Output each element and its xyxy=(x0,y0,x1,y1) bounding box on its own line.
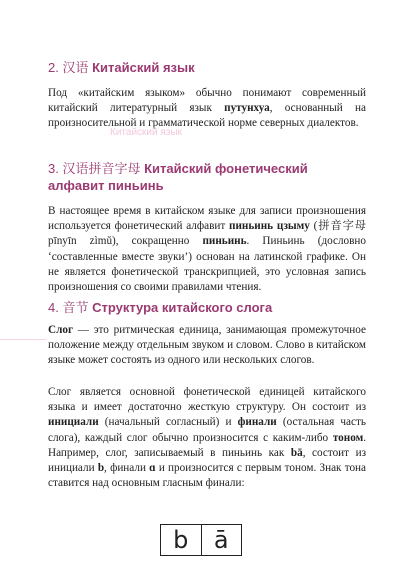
section-4-paragraph-1 xyxy=(48,323,366,369)
faded-watermark-text: Китайский язык xyxy=(110,127,182,138)
section-2-number: 2. xyxy=(48,60,59,75)
section-4-chinese: 音节 xyxy=(62,300,89,315)
bold-term: Слог xyxy=(48,324,74,336)
section-4-number: 4. xyxy=(48,300,59,315)
text-run: В настоящее время в китайском языке для записи произношения используется фонетический алфавит xyxy=(48,205,366,233)
bold-term: ɑ xyxy=(149,462,156,475)
text-run: , основанный на произносительной и грамматической норме северных диалектов. xyxy=(48,102,366,130)
bold-term: путунхуа xyxy=(224,102,270,115)
section-2-heading xyxy=(48,59,366,76)
bold-term: b xyxy=(97,462,105,475)
text-run: (остальная часть слога), каждый слог обычно произносится с каким-либо xyxy=(48,416,366,444)
text-run: . Например, слог, записываемый в пиньинь как xyxy=(48,431,366,459)
bold-term: инициали xyxy=(48,416,99,429)
section-4-paragraph-2 xyxy=(48,385,366,491)
text-run: . Пиньинь (дословно ‘составленные вместе звуки’) основан на латинской графике. Он не является фонетической транскрипцией, это условная запись произношения со своими правилами чтения. xyxy=(48,235,367,294)
section-3-heading xyxy=(48,160,366,194)
section-3-paragraph xyxy=(48,204,366,295)
section-3-title: Китайский фонетический алфавит пиньинь xyxy=(48,161,308,193)
bold-term: bā xyxy=(290,446,303,459)
bold-term: финали xyxy=(237,416,277,429)
syllable-initial-cell: b xyxy=(173,526,189,554)
section-2-title: Китайский язык xyxy=(92,60,195,75)
section-4-heading xyxy=(48,299,366,316)
bold-term: пиньинь xyxy=(202,235,247,248)
text-run: Слог является основной фонетической единицей китайского языка и имеет достаточно жесткую структуру. Он состоит из xyxy=(48,386,366,414)
text-run: — это ритмическая единица, занимающая промежуточное положение между отдельным звуком и словом. Слово в китайском языке может состоять из одного или нескольких слогов. xyxy=(48,324,366,367)
faded-decoration-line xyxy=(0,339,46,340)
text-run: , состоит из инициали xyxy=(48,446,366,475)
text-run: и произносится с первым тоном. Знак тона ставится над основным гласным финали: xyxy=(48,462,366,490)
bold-term: тоном xyxy=(332,431,364,444)
text-run: (начальный согласный) и xyxy=(98,416,238,429)
text-run: , финали xyxy=(104,462,150,475)
syllable-final-cell: ā xyxy=(201,525,242,555)
section-3-chinese: 汉语拼音字母 xyxy=(62,161,141,176)
text-run: Под «китайским языком» обычно понимают современный китайский литературный язык xyxy=(48,87,366,115)
syllable-diagram xyxy=(160,524,242,556)
section-3-number: 3. xyxy=(48,161,59,176)
section-2-paragraph xyxy=(48,86,366,132)
text-run: (拼音字母 pīnyīn zìmǔ), сокращенно xyxy=(48,220,366,248)
section-2-chinese: 汉语 xyxy=(62,60,89,75)
section-4-title: Структура китайского слога xyxy=(92,300,273,315)
bold-term: пиньинь цзыму xyxy=(229,220,310,233)
